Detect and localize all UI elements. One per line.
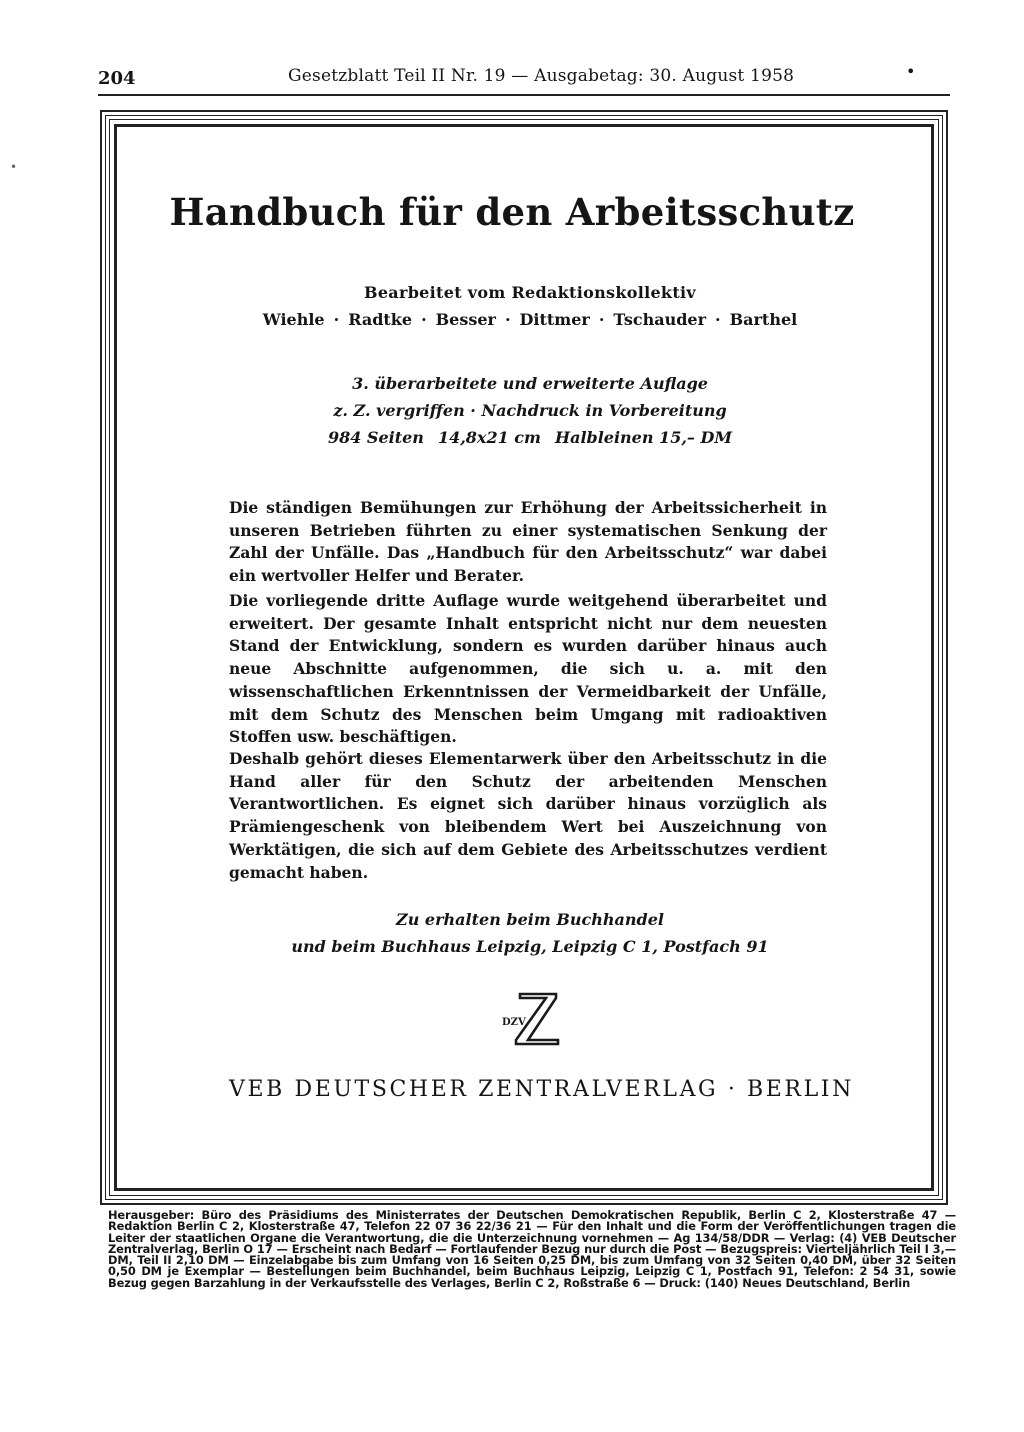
edition-note: 3. überarbeitete und erweiterte Auflage: [352, 374, 708, 393]
where-to-buy: Zu erhalten beim Buchhandel: [396, 910, 664, 929]
editor-credit: Bearbeitet vom Redaktionskollektiv: [364, 283, 696, 302]
where-to-buy-address: und beim Buchhaus Leipzig, Leipzig C 1, Postfach 91: [291, 937, 769, 956]
author-name: Barthel: [729, 310, 798, 329]
running-head: Gesetzblatt Teil II Nr. 19 — Ausgabetag: 30. August 1958: [288, 66, 795, 86]
author-name: Wiehle: [262, 310, 325, 329]
logo-letters: DZV: [502, 1017, 526, 1028]
author-separator: ·: [504, 310, 511, 329]
book-price: Halbleinen 15,– DM: [554, 428, 733, 447]
header-rule: [98, 94, 950, 96]
page-count: 984 Seiten: [327, 428, 424, 447]
book-specs: [0, 428, 1024, 447]
author-separator: ·: [333, 310, 340, 329]
body-paragraph: Die ständigen Bemühungen zur Erhöhung der Arbeitssicherheit in unseren Betrieben führten zu einer systematischen Senkung der Zahl der Unfälle. Das „Handbuch für den Arbeitsschutz“ war dabei ein wertvoller Helfer und Berater.: [229, 498, 827, 586]
publisher-name: VEB DEUTSCHER ZENTRALVERLAG · BERLIN: [229, 1077, 854, 1102]
book-title: Handbuch für den Arbeitsschutz: [169, 190, 855, 234]
page-number: 204: [98, 68, 136, 89]
author-name: Radtke: [348, 310, 413, 329]
book-format: 14,8x21 cm: [437, 428, 541, 447]
author-separator: ·: [421, 310, 427, 329]
author-separator: ·: [598, 310, 605, 329]
author-name: Tschauder: [613, 310, 707, 329]
scan-speck: •: [10, 160, 18, 174]
publisher-logo-icon: [500, 988, 566, 1048]
author-name: Besser: [435, 310, 496, 329]
availability-note: z. Z. vergriffen · Nachdruck in Vorbereitung: [333, 401, 727, 420]
author-name: Dittmer: [519, 310, 590, 329]
page-header: [98, 60, 950, 100]
header-dot: •: [906, 62, 916, 81]
body-paragraph: Deshalb gehört dieses Elementarwerk über den Arbeitsschutz in die Hand aller für den Schutz der arbeitenden Menschen Verantwortlichen. Es eignet sich darüber hinaus vorzüglich als Prämiengeschenk von bleibendem Wert bei Auszeichnung von Werktätigen, die sich auf dem Gebiete des Arbeitsschutzes verdient gemacht haben.: [229, 749, 827, 882]
body-paragraph: Die vorliegende dritte Auflage wurde weitgehend überarbeitet und erweitert. Der gesamte Inhalt entspricht nicht nur dem neuesten Stand der Entwicklung, sondern es wurden darüber hinaus auch neue Abschnitte aufgenommen, die sich u. a. mit den wissenschaftlichen Erkenntnissen der Vermeidbarkeit der Unfälle, mit dem Schutz des Menschen beim Umgang mit radioaktiven Stoffen usw. beschäftigen.: [229, 591, 827, 747]
author-separator: ·: [715, 310, 721, 329]
imprint-footer: Herausgeber: Büro des Präsidiums des Ministerrates der Deutschen Demokratischen Republik, Berlin C 2, Klosterstraße 47 — Redaktion Berlin C 2, Klosterstraße 47, Telefon 22 07 36 22/36 21 — Für den Inhalt und die Form der Veröffentlichungen tragen die Leiter der staatlichen Organe die Verantwortung, die die Unterzeichnung vornehmen — Ag 134/58/DDR — Verlag: (4) VEB Deutscher Zentralverlag, Berlin O 17 — Erscheint nach Bedarf — Fortlaufender Bezug nur durch die Post — Bezugspreis: Vierteljährlich Teil I 3,— DM, Teil II 2,10 DM — Einzelabgabe bis zum Umfang von 16 Seiten 0,25 DM, bis zum Umfang von 32 Seiten 0,40 DM, über 32 Seiten 0,50 DM je Exemplar — Bestellungen beim Buchhandel, beim Buchhaus Leipzig, Leipzig C 1, Postfach 91, Telefon: 2 54 31, sowie Bezug gegen Barzahlung in der Verkaufsstelle des Verlages, Berlin C 2, Roßstraße 6 — Druck: (140) Neues Deutschland, Berlin: [108, 1208, 956, 1290]
author-list: [0, 310, 1024, 329]
